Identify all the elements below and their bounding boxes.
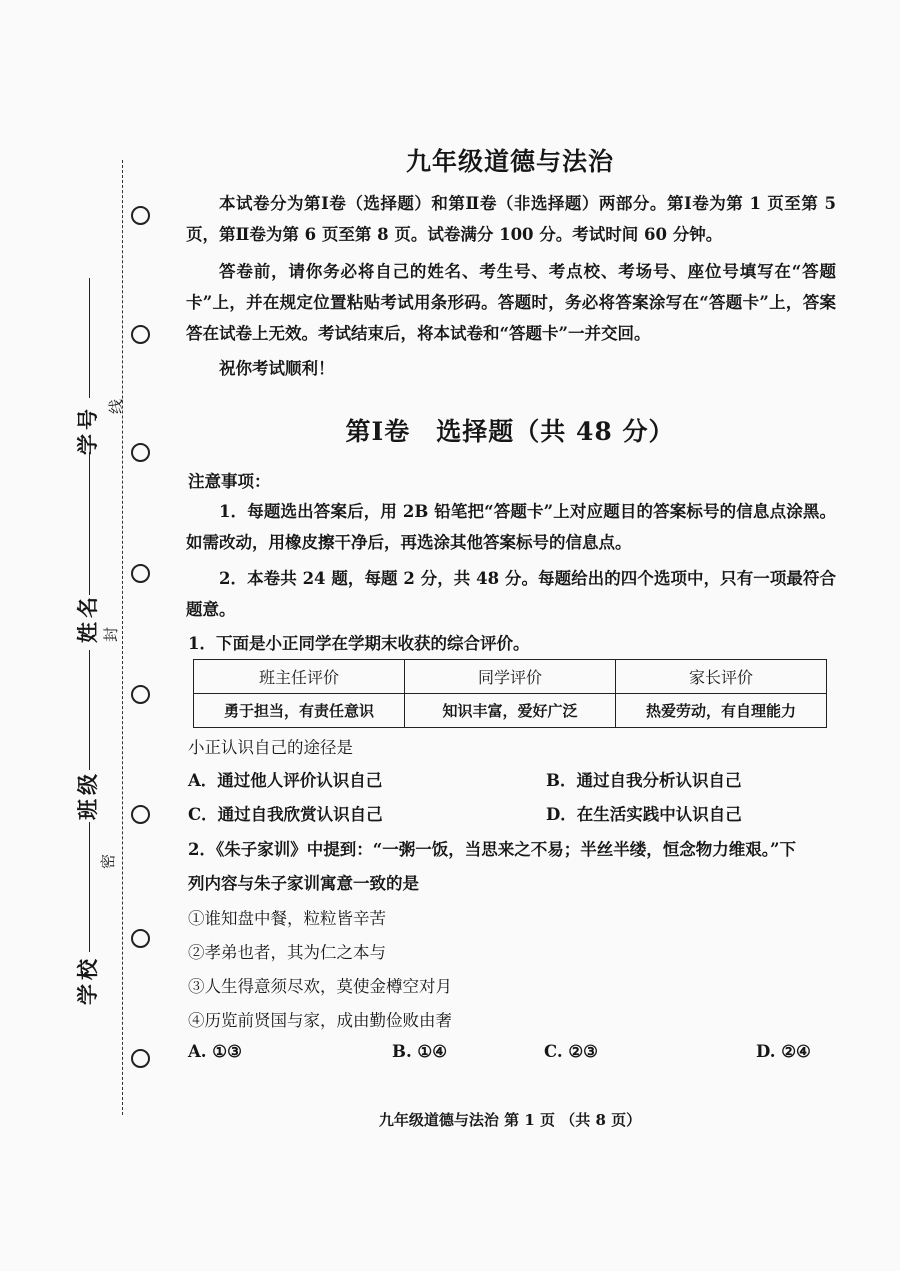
q1-option-c[interactable]: C．通过自我欣赏认识自己 (188, 805, 383, 824)
q2-item-4: ④历览前贤国与家，成由勤俭败由奢 (188, 1011, 452, 1030)
binding-hole-icon (131, 685, 150, 704)
table-cell: 热爱劳动，有自理能力 (616, 694, 827, 728)
name-label: 姓名 (75, 593, 100, 643)
q2-option-b[interactable]: B. ①④ (392, 1042, 448, 1061)
notice-item-2: 2．本卷共 24 题，每题 2 分，共 48 分。每题给出的四个选项中，只有一项最符合题意。 (186, 569, 836, 619)
q2-option-c[interactable]: C. ②③ (544, 1042, 598, 1061)
table-cell: 知识丰富，爱好广泛 (405, 694, 616, 728)
q1-option-b[interactable]: B．通过自我分析认识自己 (546, 771, 742, 790)
table-header-row (194, 660, 827, 694)
table-cell: 勇于担当，有责任意识 (194, 694, 405, 728)
notice-item-1: 1．每题选出答案后，用 2B 铅笔把“答题卡”上对应题目的答案标号的信息点涂黑。如需改动，用橡皮擦干净后，再选涂其他答案标号的信息点。 (186, 502, 836, 552)
q2-item-3: ③人生得意须尽欢，莫使金樽空对月 (188, 977, 452, 996)
table-row (194, 694, 827, 728)
table-header-cell: 家长评价 (616, 660, 827, 694)
binding-hole-icon (131, 325, 150, 344)
student-id-label: 学号 (75, 405, 100, 455)
q1-option-a[interactable]: A．通过他人评价认识自己 (188, 771, 383, 790)
binding-hole-icon (131, 1049, 150, 1068)
table-header-cell: 同学评价 (405, 660, 616, 694)
binding-hole-icon (131, 805, 150, 824)
class-label: 班级 (75, 770, 100, 820)
q2-option-a[interactable]: A. ①③ (188, 1042, 242, 1061)
q1-option-d[interactable]: D．在生活实践中认识自己 (546, 805, 742, 824)
school-underline (89, 822, 90, 952)
q1-question: 小正认识自己的途径是 (188, 738, 353, 757)
school-label: 学校 (75, 955, 100, 1005)
class-underline (89, 650, 90, 770)
q2-stem-line-2: 列内容与朱子家训寓意一致的是 (188, 874, 419, 893)
page-footer: 九年级道德与法治 第 1 页 （共 8 页） (378, 1111, 642, 1129)
intro-paragraph-2: 答卷前，请你务必将自己的姓名、考生号、考点校、考场号、座位号填写在“答题卡”上，并在规定位置粘贴考试用条形码。答题时，务必将答案涂写在“答题卡”上，答案答在试卷上无效。考试结束后，将本试卷和“答题卡”一并交回。 (186, 262, 836, 343)
table-header-cell: 班主任评价 (194, 660, 405, 694)
seal-seal-char: 封 (102, 626, 121, 643)
binding-hole-icon (131, 564, 150, 583)
intro-paragraph-3: 祝你考试顺利！ (219, 359, 335, 378)
binding-hole-icon (131, 206, 150, 225)
seal-line-char: 线 (107, 398, 126, 415)
notice-label: 注意事项： (188, 472, 271, 491)
evaluation-table (193, 659, 827, 728)
seal-secret-char: 密 (99, 853, 118, 870)
binding-hole-icon (131, 929, 150, 948)
binding-dashed-line (122, 160, 123, 1115)
q2-stem-line-1: 2．《朱子家训》中提到：“一粥一饭，当思来之不易；半丝半缕，恒念物力维艰。”下 (188, 840, 796, 859)
page-title: 九年级道德与法治 (405, 147, 614, 176)
q1-stem: 1．下面是小正同学在学期末收获的综合评价。 (188, 634, 530, 653)
q2-option-d[interactable]: D. ②④ (756, 1042, 811, 1061)
name-underline (89, 452, 90, 595)
section-title: 第Ⅰ卷 选择题（共 48 分） (345, 417, 675, 446)
id-underline (89, 278, 90, 398)
q2-item-2: ②孝弟也者，其为仁之本与 (188, 943, 386, 962)
q2-item-1: ①谁知盘中餐，粒粒皆辛苦 (188, 909, 386, 928)
intro-paragraph-1: 本试卷分为第Ⅰ卷（选择题）和第Ⅱ卷（非选择题）两部分。第Ⅰ卷为第 1 页至第 5 页，第Ⅱ卷为第 6 页至第 8 页。试卷满分 100 分。考试时间 60 分钟。 (186, 194, 836, 244)
binding-hole-icon (131, 443, 150, 462)
